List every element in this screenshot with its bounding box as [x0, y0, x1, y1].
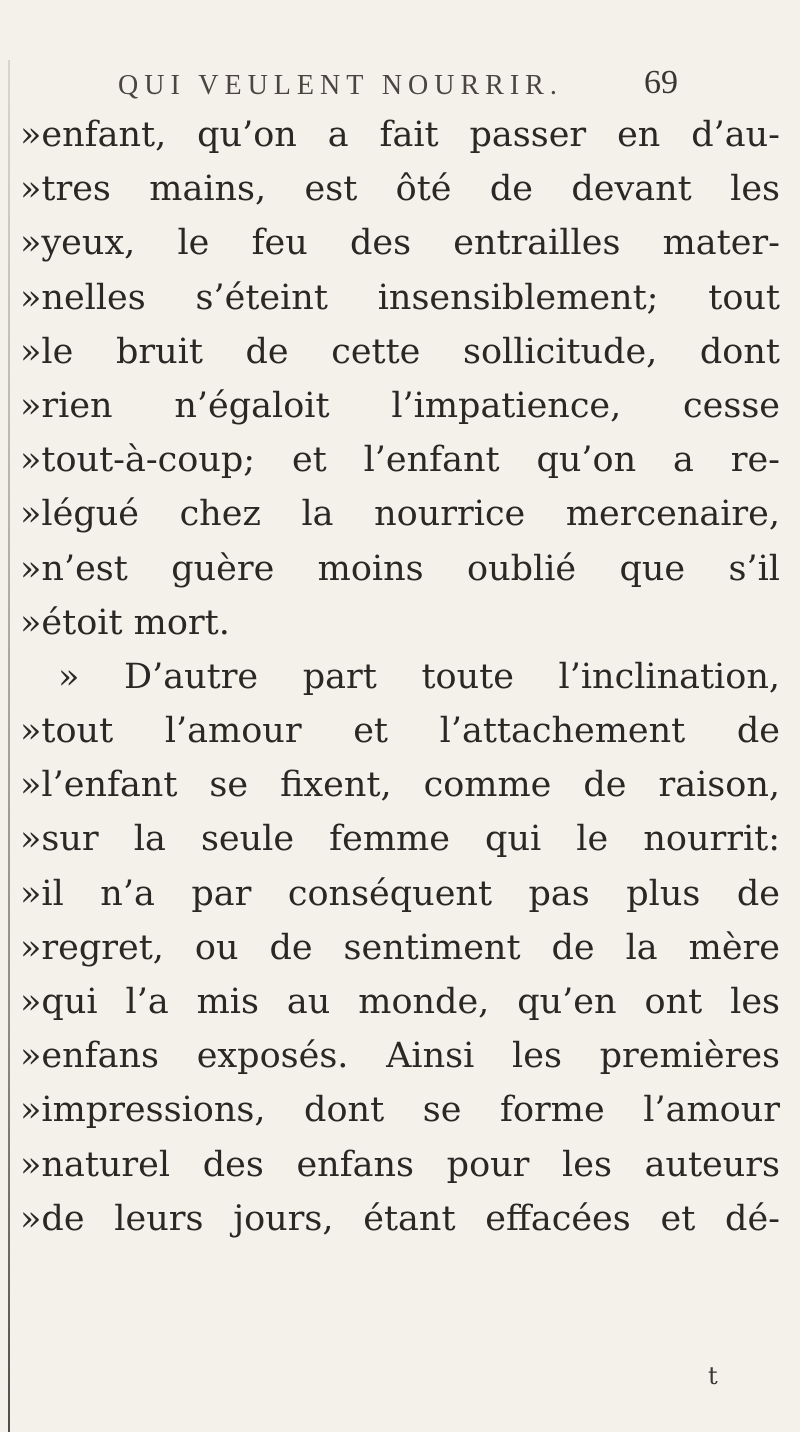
text-line: »enfant, qu’on a fait passer en d’au-	[20, 115, 780, 155]
page-number: 69	[644, 64, 678, 101]
text-line: »légué chez la nourrice mercenaire,	[20, 494, 780, 535]
text-line-paragraph-end: »étoit mort.	[20, 602, 230, 643]
text-line: »l’enfant se fixent, comme de raison,	[20, 765, 780, 806]
text-line: »impressions, dont se forme l’amour	[20, 1090, 780, 1131]
catchword: t	[708, 1362, 718, 1390]
text-line: »yeux, le feu des entrailles mater-	[20, 223, 780, 264]
text-line: »regret, ou de sentiment de la mère	[20, 927, 780, 968]
text-line: »tres mains, est ôté de devant les	[20, 169, 780, 210]
text-line: »rien n’égaloit l’impatience, cesse	[20, 385, 780, 426]
text-line: »sur la seule femme qui le nourrit:	[20, 819, 780, 860]
text-line: »qui l’a mis au monde, qu’en ont les	[20, 982, 780, 1022]
text-line: »le bruit de cette sollicitude, dont	[20, 331, 780, 372]
text-line: »tout-à-coup; et l’enfant qu’on a re-	[20, 440, 780, 481]
body-text	[20, 108, 780, 1246]
text-line: »naturel des enfans pour les auteurs	[20, 1144, 780, 1185]
running-head	[118, 62, 678, 102]
text-line: »tout l’amour et l’attachement de	[20, 711, 780, 752]
text-line: »nelles s’éteint insensiblement; tout	[20, 277, 780, 318]
text-line: »de leurs jours, étant effacées et dé-	[20, 1198, 780, 1239]
text-line: »il n’a par conséquent pas plus de	[20, 873, 780, 914]
running-title: QUI VEULENT NOURRIR.	[118, 70, 563, 101]
text-line: »n’est guère moins oublié que s’il	[20, 548, 780, 589]
text-line: »enfans exposés. Ainsi les premières	[20, 1036, 780, 1077]
text-line-paragraph-start: » D’autre part toute l’inclination,	[58, 656, 780, 697]
binding-gutter-shadow	[8, 60, 10, 1432]
